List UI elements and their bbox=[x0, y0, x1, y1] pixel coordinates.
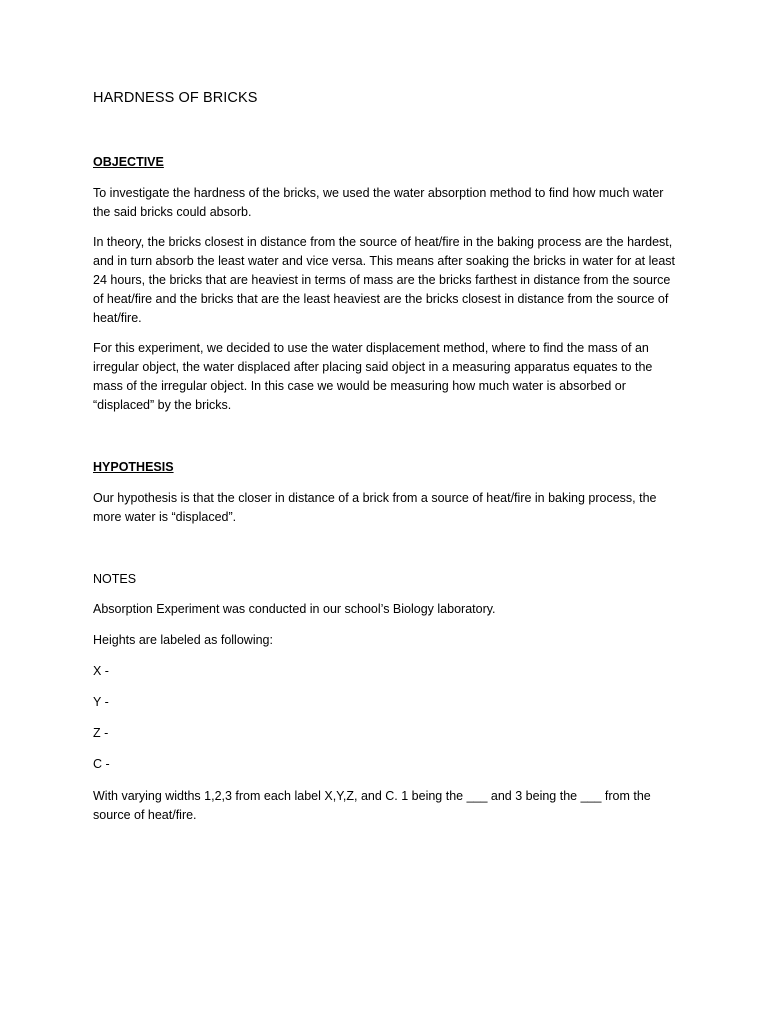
notes-line-location: Absorption Experiment was conducted in our school’s Biology laboratory. bbox=[93, 602, 496, 616]
objective-paragraph-3: For this experiment, we decided to use the water displacement method, where to find the mass of an irregular object, the water displaced after placing said object in a measuring apparatus equates to the mass of the irregular object. In this case we would be measuring how much water is absorbed or “displaced” by the bricks. bbox=[93, 341, 653, 412]
notes-line-heights: Heights are labeled as following: bbox=[93, 633, 273, 647]
label-z: Z - bbox=[93, 726, 109, 740]
document-title: HARDNESS OF BRICKS bbox=[93, 90, 258, 106]
label-c: C - bbox=[93, 757, 110, 771]
notes-heading: NOTES bbox=[93, 572, 137, 586]
objective-paragraph-1: To investigate the hardness of the bricks, we used the water absorption method to find how much water the said bricks could absorb. bbox=[93, 186, 664, 219]
hypothesis-paragraph: Our hypothesis is that the closer in distance of a brick from a source of heat/fire in baking process, the more water is “displaced”. bbox=[93, 491, 657, 524]
objective-paragraph-2: In theory, the bricks closest in distance from the source of heat/fire in the baking process are the hardest, and in turn absorb the least water and vice versa. This means after soaking the bricks in water for at least 24 hours, the bricks that are heaviest in terms of mass are the bricks farthest in distance from the source of heat/fire and the bricks that are the least heaviest are the bricks closest in distance from the source of heat/fire. bbox=[93, 235, 676, 325]
label-x: X - bbox=[93, 664, 109, 678]
objective-heading: OBJECTIVE bbox=[93, 155, 164, 169]
label-y: Y - bbox=[93, 695, 109, 709]
notes-closing-paragraph: With varying widths 1,2,3 from each label X,Y,Z, and C. 1 being the ___ and 3 being the ___ from the source of heat/fire. bbox=[93, 789, 651, 822]
hypothesis-heading: HYPOTHESIS bbox=[93, 460, 174, 474]
